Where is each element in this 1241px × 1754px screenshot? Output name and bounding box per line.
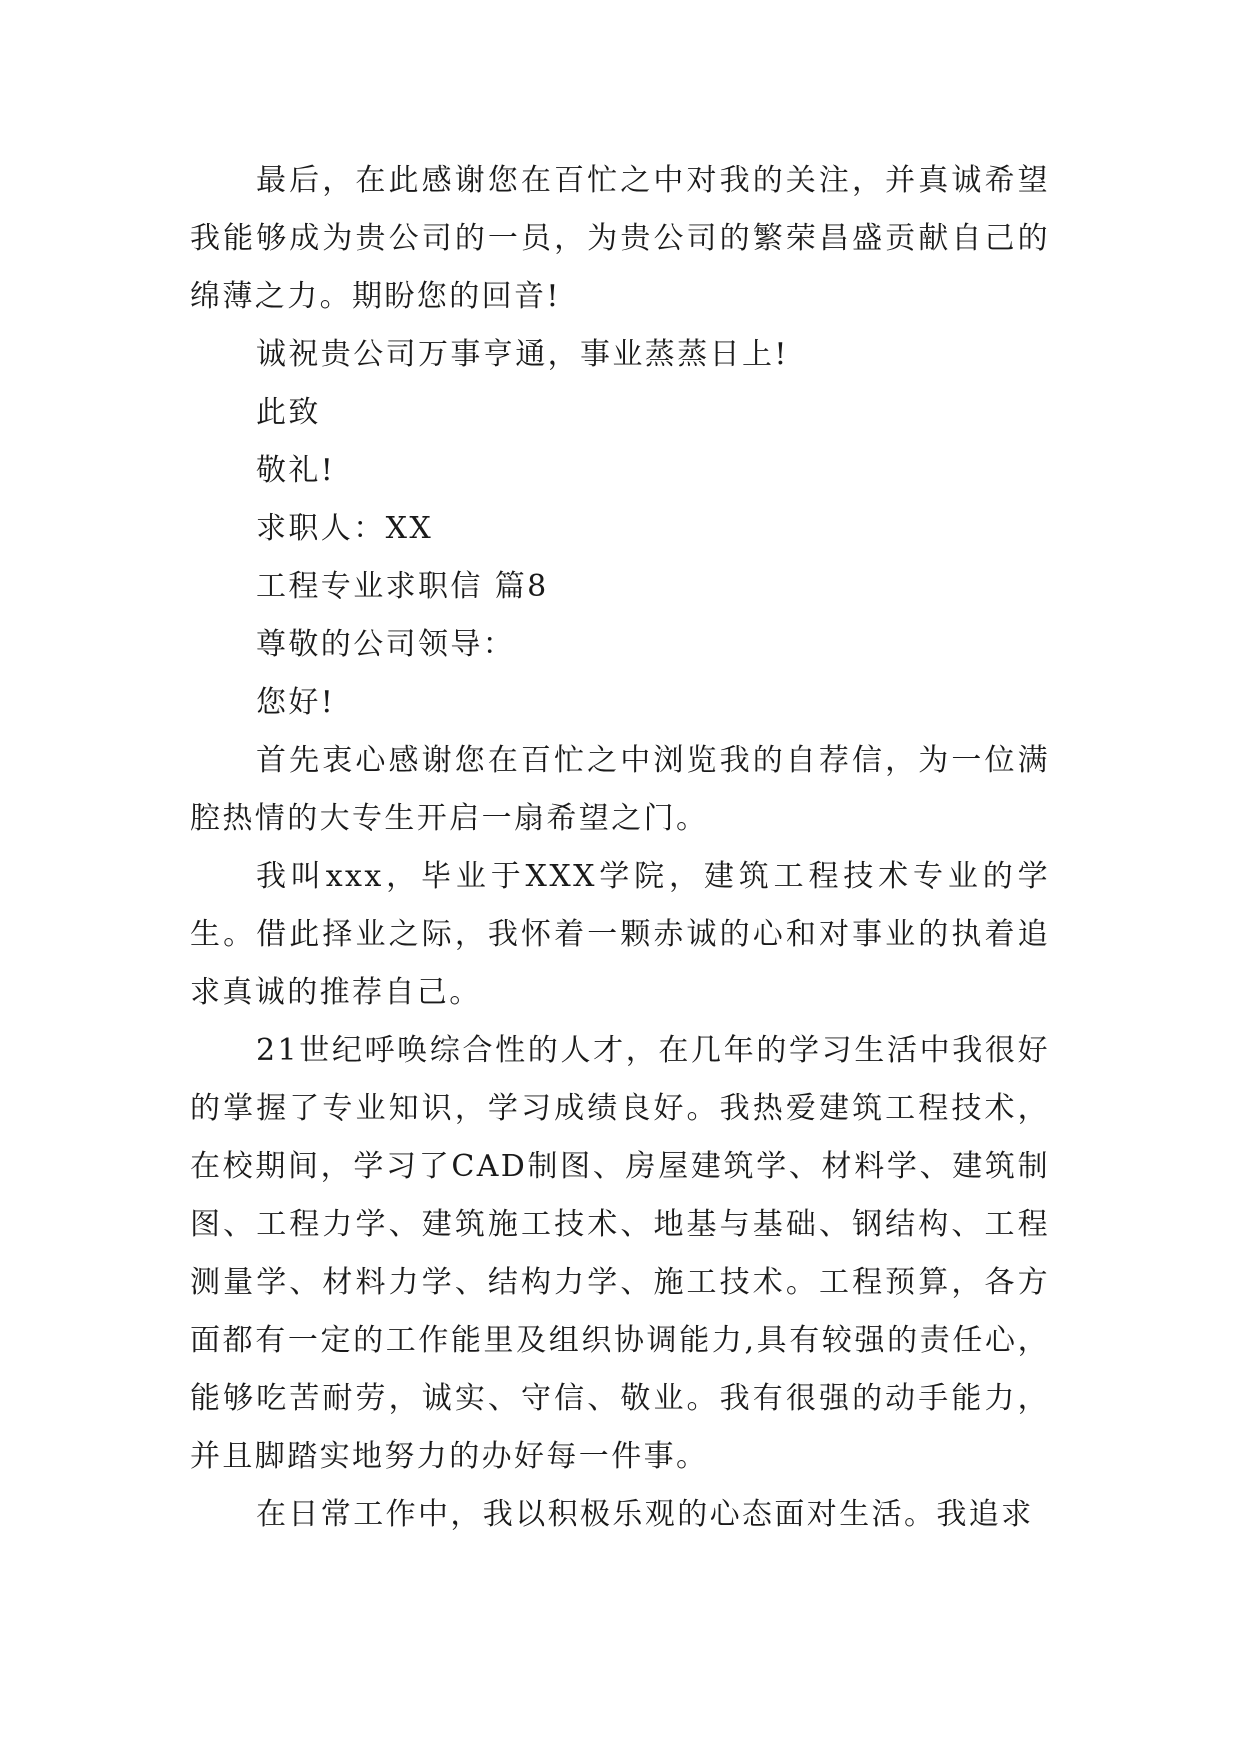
paragraph-blessing: 诚祝贵公司万事亨通，事业蒸蒸日上! — [256, 337, 789, 372]
paragraph-greeting-recipient: 尊敬的公司领导： — [256, 627, 516, 662]
document-body — [190, 152, 1050, 1544]
paragraph-salutation-cizhi: 此致 — [256, 395, 321, 430]
paragraph-salutation-jingli: 敬礼! — [256, 453, 336, 488]
paragraph-daily-work: 在日常工作中，我以积极乐观的心态面对生活。我追求 — [256, 1497, 1034, 1532]
paragraph-applicant-signature: 求职人：XX — [256, 511, 434, 546]
paragraph-intro-thanks: 首先衷心感谢您在百忙之中浏览我的自荐信，为一位满腔热情的大专生开启一扇希望之门。 — [190, 743, 1050, 836]
paragraph-greeting-hello: 您好! — [256, 685, 336, 720]
paragraph-skills: 21世纪呼唤综合性的人才，在几年的学习生活中我很好的掌握了专业知识，学习成绩良好。我热爱建筑工程技术，在校期间，学习了CAD制图、房屋建筑学、材料学、建筑制图、工程力学、建筑施工技术、地基与基础、钢结构、工程测量学、材料力学、结构力学、施工技术。工程预算，各方面都有一定的工作能里及组织协调能力,具有较强的责任心，能够吃苦耐劳，诚实、守信、敬业。我有很强的动手能力，并且脚踏实地努力的办好每一件事。 — [190, 1033, 1050, 1474]
paragraph-self-introduction: 我叫xxx，毕业于XXX学院，建筑工程技术专业的学生。借此择业之际，我怀着一颗赤诚的心和对事业的执着追求真诚的推荐自己。 — [190, 859, 1050, 1010]
paragraph-closing-thanks: 最后，在此感谢您在百忙之中对我的关注，并真诚希望我能够成为贵公司的一员，为贵公司的繁荣昌盛贡献自己的绵薄之力。期盼您的回音! — [190, 163, 1050, 314]
section-heading: 工程专业求职信 篇8 — [256, 569, 549, 604]
